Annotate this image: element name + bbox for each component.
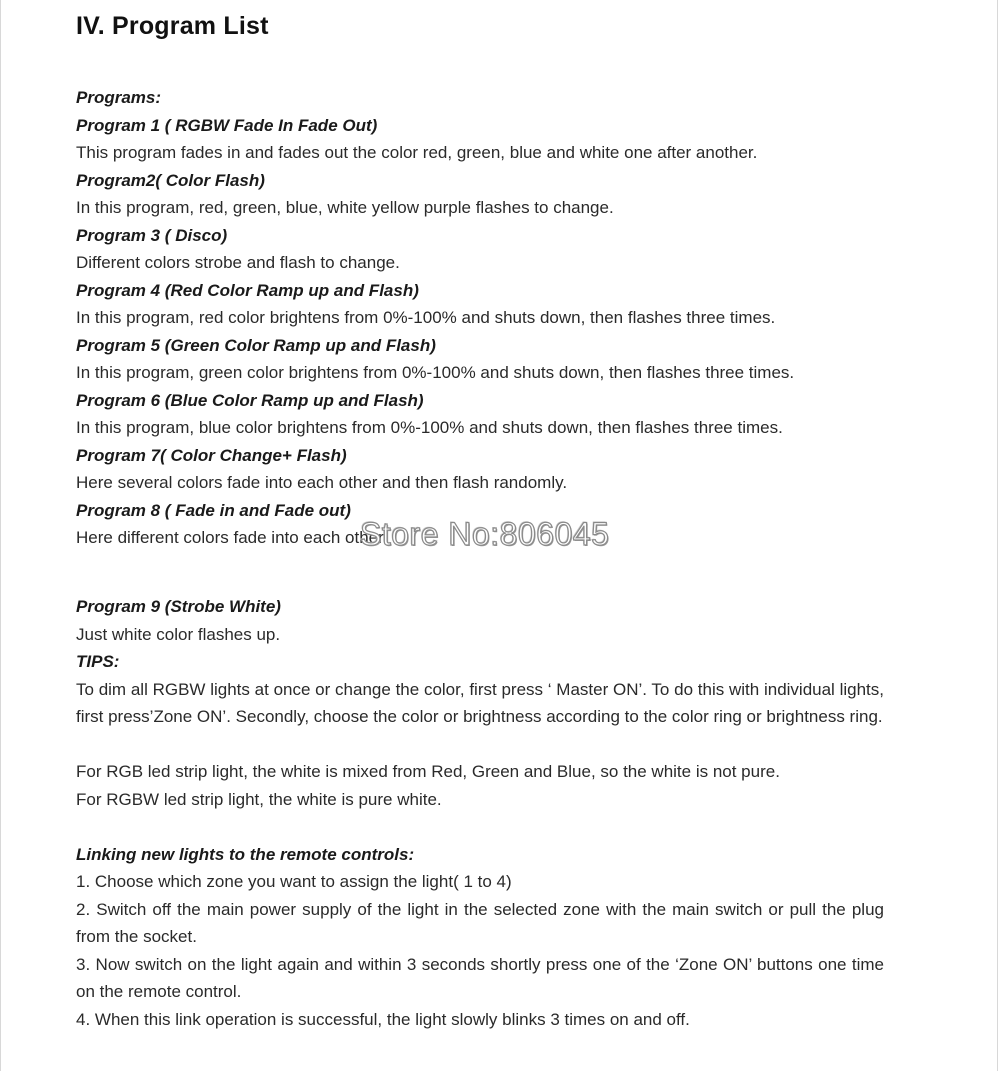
program-2-desc: In this program, red, green, blue, white yellow purple flashes to change.	[76, 198, 614, 217]
spacer	[76, 579, 884, 593]
program-5-desc: In this program, green color brightens from 0%-100% and shuts down, then flashes three times.	[76, 363, 795, 382]
program-1-title: Program 1 ( RGBW Fade In Fade Out)	[76, 115, 378, 135]
page-title: IV. Program List	[76, 12, 269, 40]
linking-step-1: 1. Choose which zone you want to assign the light( 1 to 4)	[76, 872, 512, 891]
program-4-desc: In this program, red color brightens from 0%-100% and shuts down, then flashes three times.	[76, 308, 776, 327]
program-8-title: Program 8 ( Fade in and Fade out)	[76, 500, 351, 520]
program-3-desc: Different colors strobe and flash to change.	[76, 253, 400, 272]
spacer	[76, 813, 884, 841]
tips-paragraph: To dim all RGBW lights at once or change the color, first press ‘ Master ON’. To do this with individual lights, first press’Zone ON’. Secondly, choose the color or brightness according to the color ring or brightness ring.	[76, 679, 884, 726]
program-4-title: Program 4 (Red Color Ramp up and Flash)	[76, 280, 419, 300]
program-3-title: Program 3 ( Disco)	[76, 225, 228, 245]
document-body	[76, 84, 884, 1033]
linking-step-3: 3. Now switch on the light again and within 3 seconds shortly press one of the ‘Zone ON’ buttons one time on the remote control.	[76, 954, 884, 1001]
rgbw-note: For RGBW led strip light, the white is pure white.	[76, 789, 442, 809]
programs-heading: Programs:	[76, 88, 162, 107]
program-9-title: Program 9 (Strobe White)	[76, 597, 281, 616]
tips-heading: TIPS:	[76, 652, 120, 671]
program-6-title: Program 6 (Blue Color Ramp up and Flash)	[76, 390, 424, 410]
spacer	[76, 552, 884, 580]
linking-step-2: 2. Switch off the main power supply of the light in the selected zone with the main switch or pull the plug from the socket.	[76, 899, 884, 946]
linking-heading: Linking new lights to the remote controls:	[76, 844, 415, 864]
program-6-desc: In this program, blue color brightens from 0%-100% and shuts down, then flashes three times.	[76, 418, 783, 437]
program-9-desc: Just white color flashes up.	[76, 624, 281, 644]
store-watermark: Store No:806045	[360, 516, 610, 552]
spacer	[76, 731, 884, 759]
linking-step-4: 4. When this link operation is successful, the light slowly blinks 3 times on and off.	[76, 1009, 690, 1029]
program-7-desc: Here several colors fade into each other and then flash randomly.	[76, 473, 568, 492]
program-1-desc: This program fades in and fades out the color red, green, blue and white one after another.	[76, 143, 758, 162]
program-2-title: Program2( Color Flash)	[76, 170, 265, 190]
program-7-title: Program 7( Color Change+ Flash)	[76, 445, 347, 465]
program-8-desc: Here different colors fade into each other	[76, 528, 384, 547]
program-5-title: Program 5 (Green Color Ramp up and Flash)	[76, 335, 436, 355]
rgb-note: For RGB led strip light, the white is mixed from Red, Green and Blue, so the white is not pure.	[76, 762, 780, 781]
